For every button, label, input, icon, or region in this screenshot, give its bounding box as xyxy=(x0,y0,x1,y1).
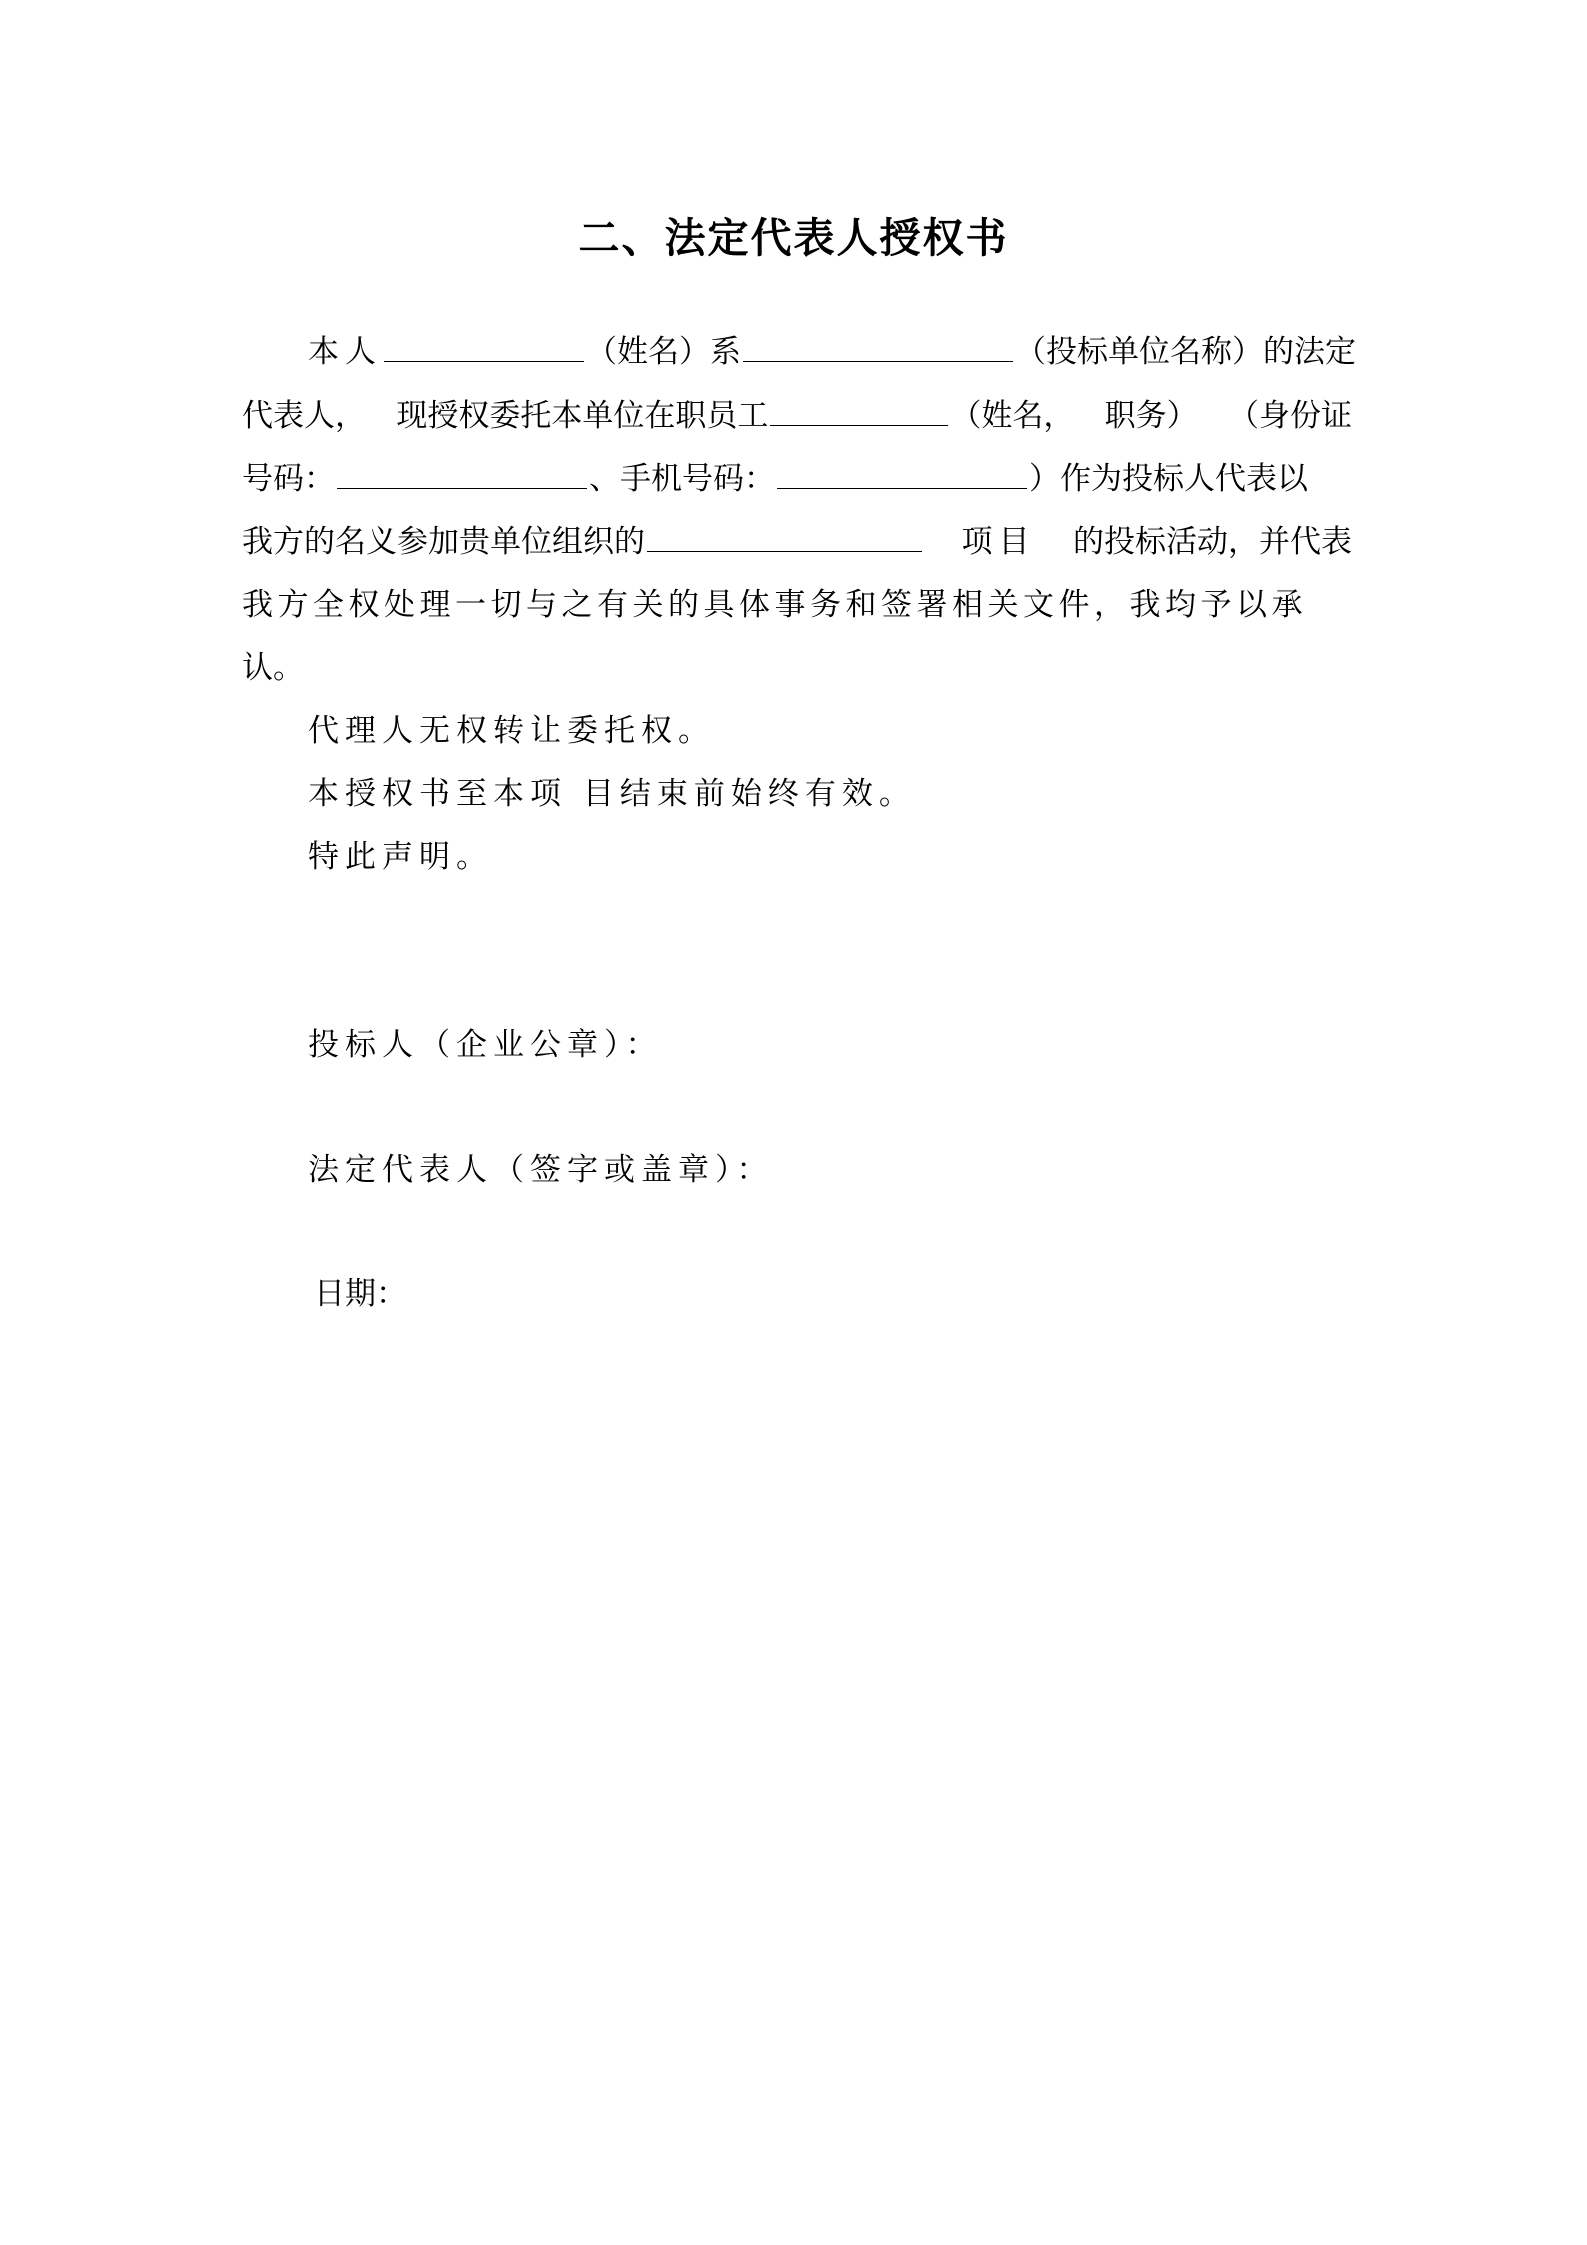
document-title: 二、法定代表人授权书 xyxy=(578,214,1009,262)
text-segment: （投标单位名称）的法定 xyxy=(1015,334,1356,370)
text-segment: ）作为投标人代表以 xyxy=(1029,461,1308,497)
date-line: 日期： xyxy=(314,1276,407,1312)
paragraph-1-line-1 xyxy=(308,324,1356,380)
bidder-seal-line: 投标人（企业公章）： xyxy=(308,1027,663,1063)
paragraph-4: 特此声明。 xyxy=(308,839,493,875)
paragraph-1-line-3 xyxy=(242,451,1352,507)
text-segment: （姓名）系 xyxy=(586,334,741,370)
text-segment: （姓名， xyxy=(950,398,1075,434)
paragraph-1-line-4 xyxy=(242,514,1352,570)
text-segment: （身份证 xyxy=(1227,398,1352,434)
text-segment: 号码： xyxy=(242,461,335,497)
id-number-blank[interactable] xyxy=(337,454,587,489)
text-segment: 的投标活动，并代表 xyxy=(1073,524,1352,560)
paragraph-1-line-2 xyxy=(242,388,1352,444)
employee-name-blank[interactable] xyxy=(770,391,948,426)
text-segment: 职务） xyxy=(1104,398,1198,434)
paragraph-1-line-5: 我方全权处理一切与之有关的具体事务和签署相关文件，我均予以承 xyxy=(242,587,1307,623)
phone-number-blank[interactable] xyxy=(777,454,1027,489)
project-name-blank[interactable] xyxy=(647,517,922,552)
text-segment: 代表人， xyxy=(242,398,366,434)
text-segment: 项目 xyxy=(961,524,1036,560)
unit-name-blank[interactable] xyxy=(743,327,1013,362)
paragraph-1-line-6: 认。 xyxy=(242,650,304,686)
text-segment: 现授权委托本单位在职员工 xyxy=(396,398,769,434)
legal-rep-signature-line: 法定代表人（签字或盖章）： xyxy=(308,1152,774,1188)
name-blank[interactable] xyxy=(384,327,584,362)
paragraph-3: 本授权书至本项 目结束前始终有效。 xyxy=(308,776,916,812)
text-segment: 、手机号码： xyxy=(589,461,775,497)
text-segment: 本人 xyxy=(308,334,382,370)
paragraph-2: 代理人无权转让委托权。 xyxy=(308,713,715,749)
text-segment: 我方的名义参加贵单位组织的 xyxy=(242,524,645,560)
